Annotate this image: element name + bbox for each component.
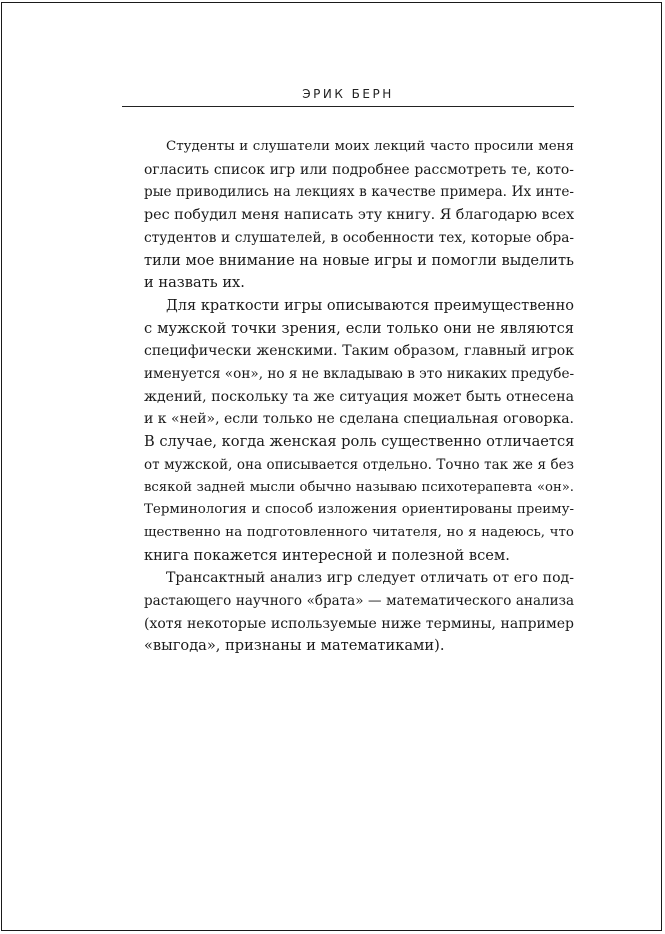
book-page [1,2,662,931]
body-text [122,136,574,658]
text-line: студентов и слушателей, в особенности тех, которые обра- [144,229,574,246]
text-line: щественно на подготовленного читателя, но я надеюсь, что [144,524,574,540]
text-line: растающего научного «брата» — математического анализа [144,593,574,610]
text-line: рые приводились на лекциях в качестве примера. Их инте- [144,184,574,201]
text-line: (хотя некоторые используемые ниже термины, например [144,615,574,632]
header-rule [122,106,574,107]
running-head: ЭРИК БЕРН [302,87,394,101]
text-line: В случае, когда женская роль существенно отличается [144,433,575,451]
paragraph-2 [122,295,574,567]
text-line: тили мое внимание на новые игры и помогли выделить [144,251,574,269]
text-line: Студенты и слушатели моих лекций часто просили меня [166,139,574,154]
text-line: Терминология и способ изложения ориентированы преиму- [144,502,574,518]
paragraph-1 [122,136,574,295]
text-line: и назвать их. [144,274,245,292]
text-line: рес побудил меня написать эту книгу. Я благодарю всех [144,207,575,224]
text-line: от мужской, она описывается отдельно. Точно так же я без [144,456,574,473]
text-line: именуется «он», но я не вкладываю в это никаких предубе- [144,366,575,383]
text-line: ждений, поскольку та же ситуация может быть отнесена [144,388,574,405]
text-line: «выгода», признаны и математиками). [144,637,445,655]
text-line: с мужской точки зрения, если только они не являются [144,319,574,337]
text-line: специфически женскими. Таким образом, главный игрок [144,343,574,360]
text-line: Трансактный анализ игр следует отличать от его под- [166,570,574,587]
text-line: книга покажется интересной и полезной всем. [144,546,510,564]
text-line: Для краткости игры описываются преимущественно [166,297,574,314]
text-line: огласить список игр или подробнее рассмотреть те, кото- [144,161,574,178]
paragraph-3 [122,567,574,658]
text-line: всякой задней мысли обычно называю психотерапевта «он». [144,479,574,495]
text-line: и к «ней», если только не сделана специальная оговорка. [144,411,574,428]
